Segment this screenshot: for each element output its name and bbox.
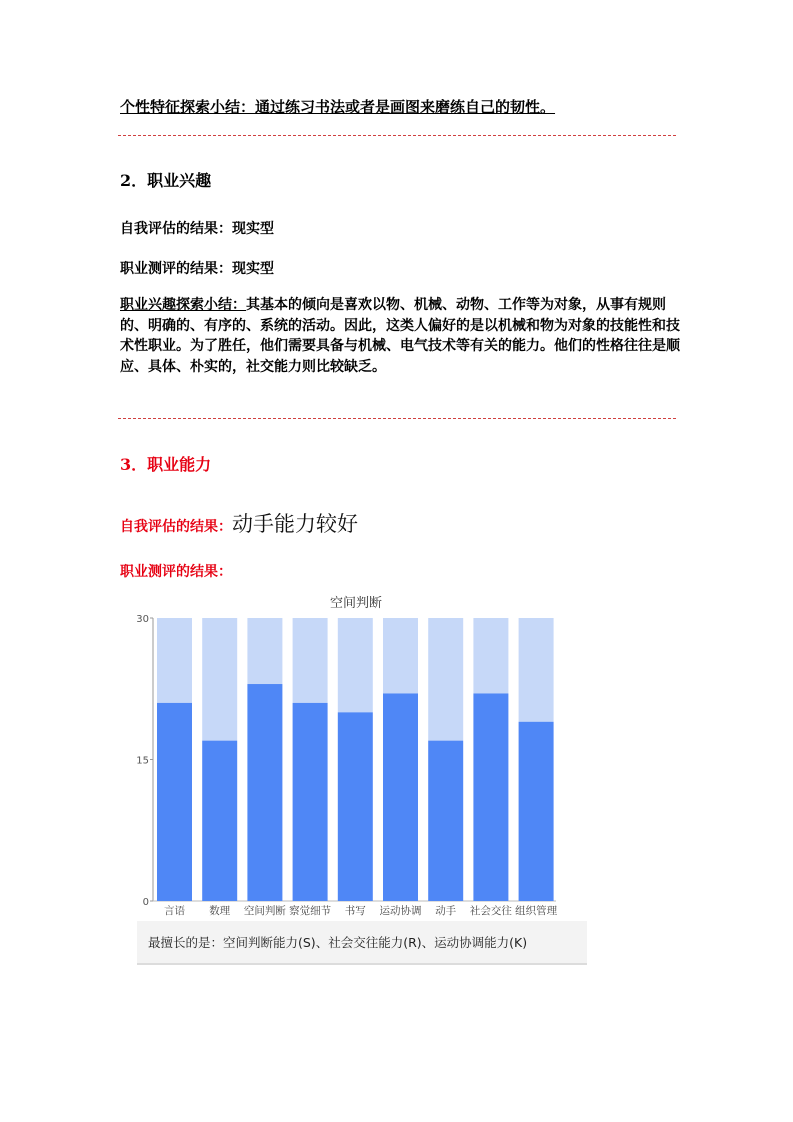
strengths-summary-box xyxy=(137,921,587,965)
strengths-summary-text: 最擅长的是：空间判断能力(S)、社会交往能力(R)、运动协调能力(K) xyxy=(148,935,528,950)
bar-remainder xyxy=(473,618,508,693)
section-divider xyxy=(118,135,676,136)
chart-title: 空间判断 xyxy=(329,596,383,611)
section-divider xyxy=(118,418,676,419)
x-tick-label: 数理 xyxy=(209,905,231,917)
bar-remainder xyxy=(383,618,418,693)
ability-self-label: 自我评估的结果： xyxy=(120,519,232,535)
bar-remainder xyxy=(428,618,463,741)
bar xyxy=(293,703,328,901)
bar xyxy=(202,741,237,901)
bar-remainder xyxy=(202,618,237,741)
ability-self-result xyxy=(120,508,358,538)
x-tick-label: 察觉细节 xyxy=(289,905,332,917)
x-tick-label: 动手 xyxy=(435,905,457,917)
bar xyxy=(247,684,282,901)
x-tick-label: 社会交往 xyxy=(469,905,512,917)
ability-test-label: 职业测评的结果： xyxy=(120,564,232,580)
interest-summary xyxy=(120,295,680,377)
bar-remainder xyxy=(247,618,282,684)
bar xyxy=(473,693,508,901)
interest-test-result xyxy=(120,258,274,278)
interest-self-value: 现实型 xyxy=(232,221,274,237)
interest-test-label: 职业测评的结果： xyxy=(120,261,232,277)
x-tick-label: 空间判断 xyxy=(243,905,286,917)
y-tick-label: 0 xyxy=(142,897,149,908)
bar-remainder xyxy=(338,618,373,712)
personality-summary-text: 通过练习书法或者是画图来磨练自己的韧性。 xyxy=(255,98,556,116)
ability-chart-svg xyxy=(120,588,570,918)
bar xyxy=(157,703,192,901)
ability-chart xyxy=(120,588,570,918)
bar-remainder xyxy=(157,618,192,703)
ability-self-value: 动手能力较好 xyxy=(232,512,358,536)
x-tick-label: 言语 xyxy=(164,905,185,917)
x-tick-label: 书写 xyxy=(344,905,366,917)
interest-self-label: 自我评估的结果： xyxy=(120,221,232,237)
personality-summary-label: 个性特征探索小结： xyxy=(120,98,256,116)
y-tick-label: 30 xyxy=(136,614,149,625)
bar-remainder xyxy=(293,618,328,703)
interest-self-result xyxy=(120,218,274,238)
bar xyxy=(519,722,554,901)
interest-heading: 2．职业兴趣 xyxy=(120,171,212,190)
ability-heading: 3．职业能力 xyxy=(120,455,212,474)
bar xyxy=(338,712,373,901)
x-tick-label: 运动协调 xyxy=(379,905,422,917)
bar-remainder xyxy=(519,618,554,722)
personality-summary xyxy=(120,96,555,117)
x-tick-label: 组织管理 xyxy=(515,905,558,917)
interest-summary-label: 职业兴趣探索小结： xyxy=(120,297,246,313)
bar xyxy=(383,693,418,901)
bar xyxy=(428,741,463,901)
y-tick-label: 15 xyxy=(136,755,149,767)
interest-test-value: 现实型 xyxy=(232,261,274,277)
interest-summary-text: 其基本的倾向是喜欢以物、机械、动物、工作等为对象，从事有规则的、明确的、有序的、系统的活动。因此，这类人偏好的是以机械和物为对象的技能性和技术性职业。为了胜任，他们需要具备与机械、电气技术等有关的能力。他们的性格往往是顺应、具体、朴实的，社交能力则比较缺乏。 xyxy=(120,297,680,375)
